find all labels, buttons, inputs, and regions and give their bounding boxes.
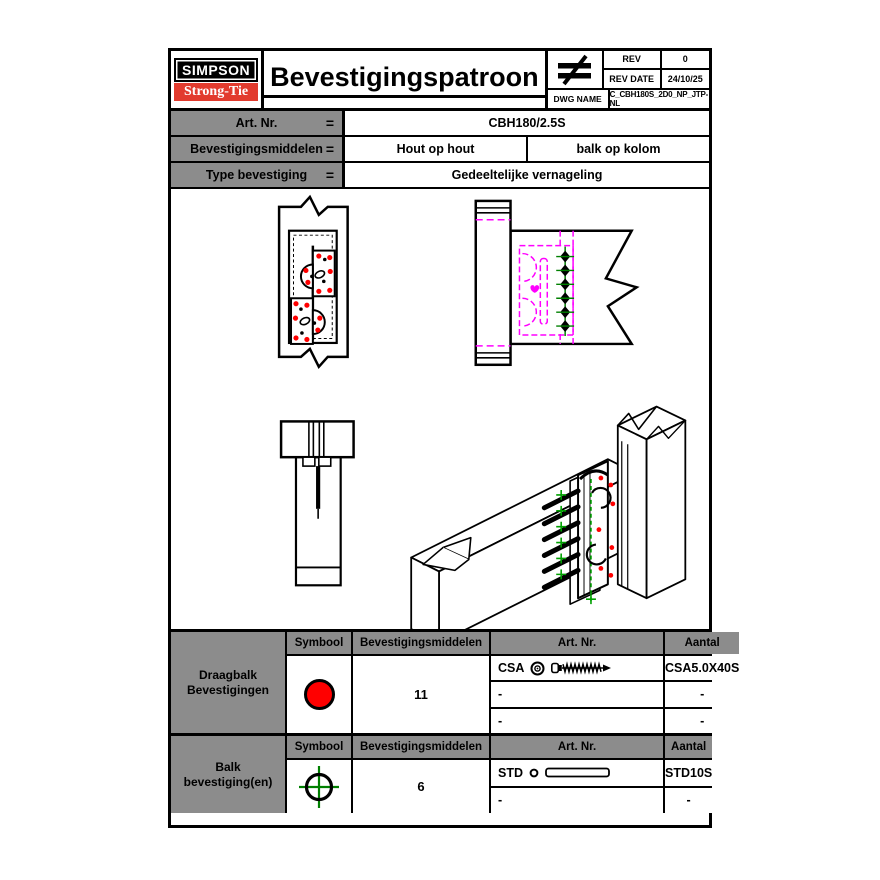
fastener-type-cell: - — [491, 709, 663, 733]
rev-date-label: REV DATE — [604, 70, 662, 89]
fastener-type-cell: - — [491, 682, 663, 706]
type-bevestiging-label: Type bevestiging = — [171, 163, 345, 187]
screw-side-icon — [551, 661, 613, 675]
art-nr-cell: STD10S — [665, 760, 712, 786]
fastener-type-cell: STD — [491, 760, 663, 786]
rev-date-value: 24/10/25 — [667, 73, 703, 84]
equals-sign: = — [325, 167, 334, 183]
title-block — [171, 51, 709, 111]
page-title: Bevestigingspatroon — [264, 62, 545, 98]
type-bevestiging-value: Gedeeltelijke vernageling — [451, 168, 603, 182]
art-nr-cell: - — [665, 682, 739, 706]
logo-strongtie: Strong-Tie — [174, 83, 258, 101]
revision-block — [548, 51, 709, 108]
dwg-name-value: C_CBH180S_2D0_NP_JTP-NL — [609, 90, 709, 108]
dowel-side-icon — [545, 767, 611, 778]
info-row-art-nr — [171, 111, 709, 137]
column-header-symbool: Symbool — [287, 736, 351, 758]
sheet-title — [264, 51, 548, 108]
bevestigingsmiddelen-label: Bevestigingsmiddelen = — [171, 137, 345, 161]
art-nr-value: CBH180/2.5S — [488, 116, 566, 130]
top-view-drawing — [476, 201, 637, 365]
bevestiging-value-2: balk op kolom — [526, 137, 709, 161]
isometric-view-drawing — [411, 407, 685, 629]
dwg-name-label: DWG NAME — [548, 90, 610, 108]
equals-sign: = — [325, 141, 334, 157]
balk-bevestiging-table — [171, 736, 713, 813]
aantal-cell: 11 — [353, 656, 489, 733]
rev-value: 0 — [662, 51, 709, 70]
red-circle-symbol — [287, 656, 351, 733]
table-row-label: Balk bevestiging(en) — [171, 736, 285, 813]
draagbalk-bevestigingen-table — [171, 632, 740, 736]
crosshair-symbol — [287, 760, 351, 813]
column-header-aantal: Aantal — [665, 736, 712, 758]
fastener-type-cell: CSA — [491, 656, 663, 680]
art-nr-label: Art. Nr. = — [171, 111, 345, 135]
side-view-drawing — [281, 421, 354, 585]
column-header-art-nr: Art. Nr. — [491, 632, 663, 654]
rev-label: REV — [604, 51, 662, 70]
front-view-drawing — [279, 197, 348, 367]
technical-drawing-area — [171, 189, 709, 632]
aantal-cell: 6 — [353, 760, 489, 813]
column-header-bevestigingsmiddelen: Bevestigingsmiddelen — [353, 736, 489, 758]
column-header-aantal: Aantal — [665, 632, 739, 654]
table-row-label: Draagbalk Bevestigingen — [171, 632, 285, 733]
equals-sign: = — [325, 115, 334, 131]
column-header-art-nr: Art. Nr. — [491, 736, 663, 758]
simpson-strongtie-logo — [171, 51, 264, 108]
fastener-type-cell: - — [491, 788, 663, 814]
column-header-bevestigingsmiddelen: Bevestigingsmiddelen — [353, 632, 489, 654]
screw-head-icon — [530, 661, 545, 676]
info-row-bevestigingsmiddelen — [171, 137, 709, 163]
art-nr-cell: - — [665, 709, 739, 733]
art-nr-cell: - — [665, 788, 712, 814]
art-nr-cell: CSA5.0X40S — [665, 656, 739, 680]
info-row-type-bevestiging — [171, 163, 709, 189]
dowel-end-icon — [529, 768, 539, 778]
column-header-symbool: Symbool — [287, 632, 351, 654]
logo-simpson: SIMPSON — [174, 58, 258, 82]
not-equal-icon — [548, 51, 604, 88]
bevestiging-value-1: Hout op hout — [396, 142, 475, 156]
drawing-sheet — [168, 48, 740, 828]
connection-drawings — [171, 189, 709, 629]
